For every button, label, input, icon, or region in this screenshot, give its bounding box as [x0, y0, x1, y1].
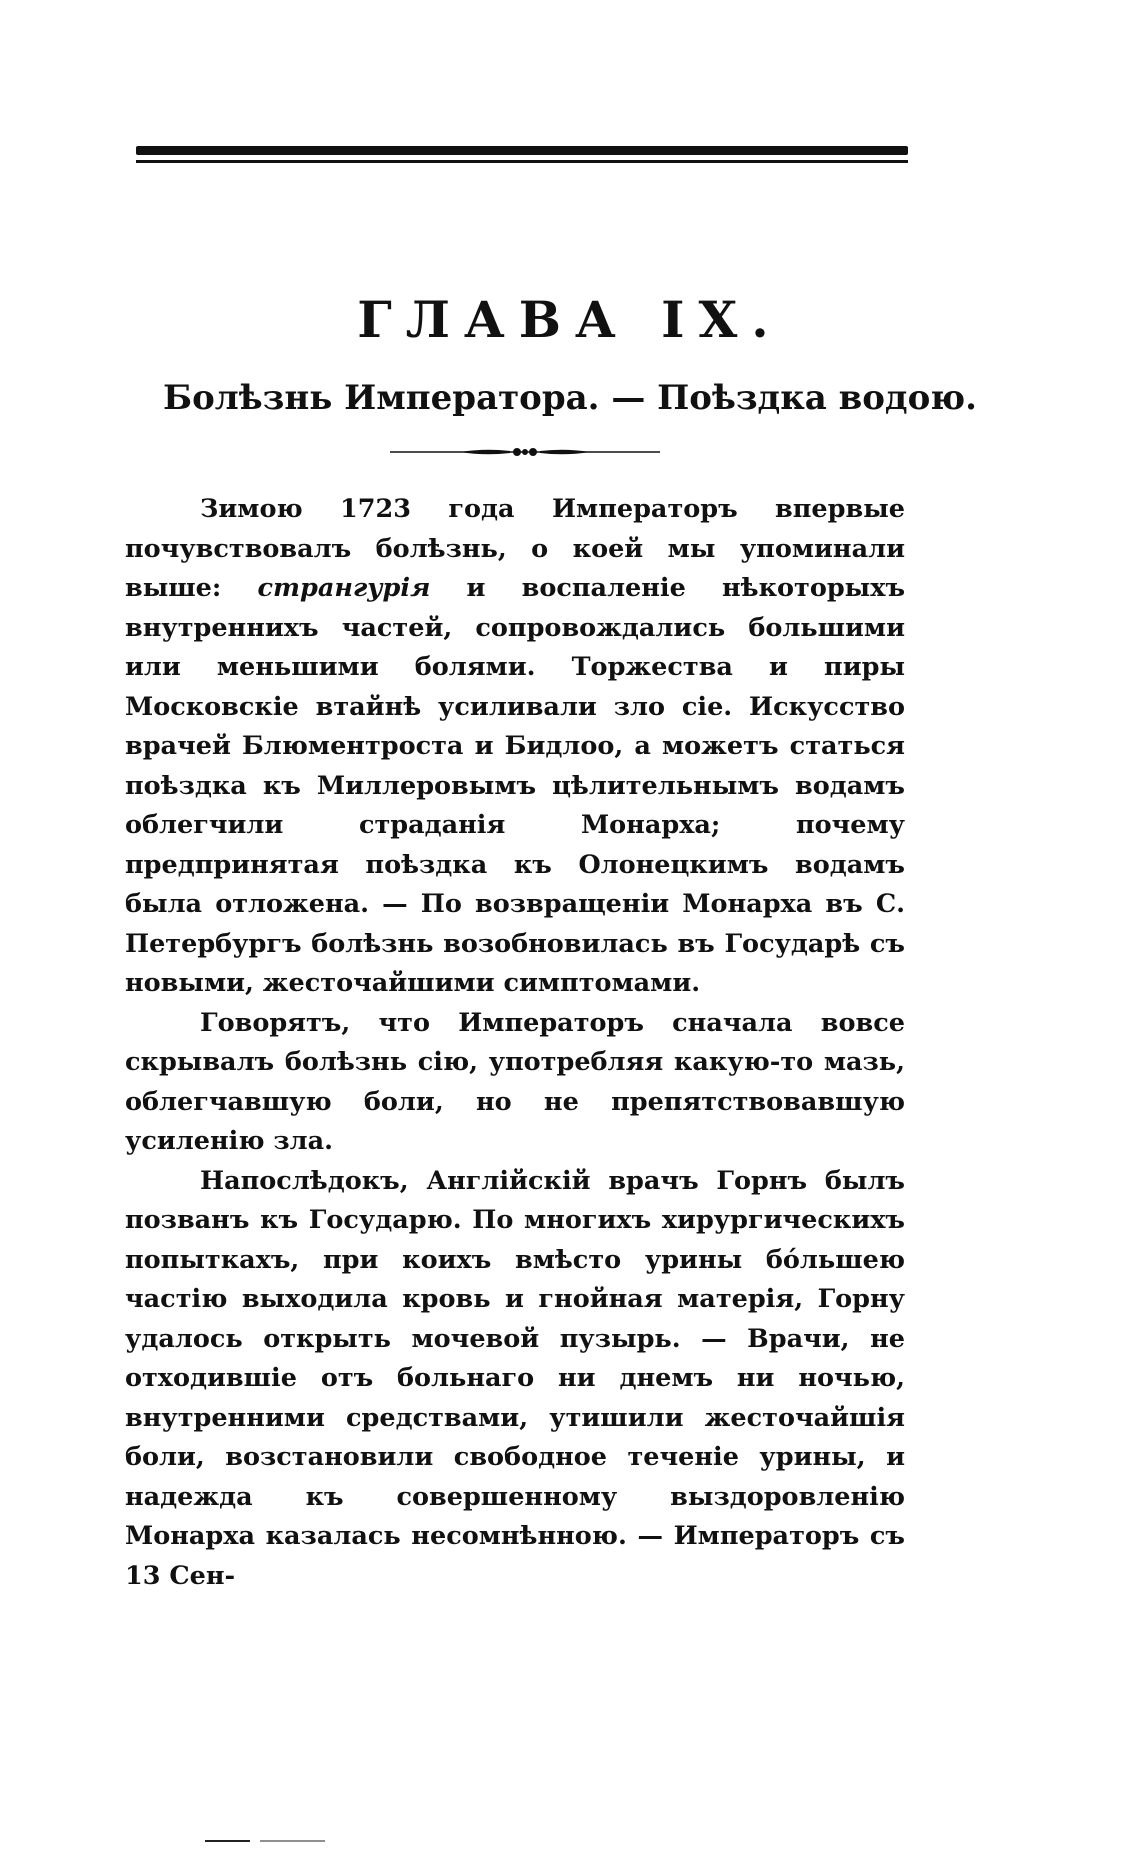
bottom-printer-mark: [205, 1838, 325, 1844]
paragraph: Говорятъ, что Императоръ сначала вовсе скрывалъ болѣзнь сію, употребляя какую-то мазь, облегчавшую боли, но не препятствовавшую усиленію зла.: [125, 1007, 905, 1156]
header-rule-thick: [136, 146, 908, 155]
italic-term: странгурія: [257, 573, 431, 603]
header-rule: [136, 146, 908, 168]
header-rule-thin: [136, 160, 908, 163]
chapter-subtitle: Болѣзнь Императора. — Поѣздка водою.: [163, 378, 977, 418]
paragraph-text: и воспаленіе нѣкоторыхъ внутреннихъ частей, сопровождались большими или меньшими болями. Торжества и пиры Московскіе втайнѣ усиливали зло сіе. Искусство врачей Блюментроста и Бидлоо, а можетъ статься поѣздка къ Миллеровымъ цѣлительнымъ водамъ облегчили страданія Монарха; почему предпринятая поѣздка къ Олонецкимъ водамъ была отложена. — По возвращеніи Монарха въ С. Петербургъ болѣзнь возобновилась въ Государѣ съ новыми, жесточайшими симптомами.: [125, 573, 906, 998]
paragraph: Напослѣдокъ, Англійскій врачъ Горнъ былъ позванъ къ Государю. По многихъ хирургическихъ попыткахъ, при коихъ вмѣсто урины бóльшею частію выходила кровь и гнойная матерія, Горну удалось открыть мочевой пузырь. — Врачи, не отходившіе отъ больнаго ни днемъ ни ночью, внутренними средствами, утишили жесточайшія боли, возстановили свободное теченіе урины, и надежда къ совершенному выздоровленію Монарха казалась несомнѣнною. — Императоръ съ 13 Сен-: [125, 1165, 905, 1591]
ornament-divider: [390, 442, 660, 462]
chapter-body: [125, 490, 905, 1596]
paragraph: [125, 490, 905, 1004]
paragraph-text: Зимою 1723 года Императоръ впервые почувствовалъ болѣзнь, о коей мы упоминали выше:: [125, 494, 905, 603]
chapter-title: ГЛАВА IX.: [357, 290, 783, 349]
